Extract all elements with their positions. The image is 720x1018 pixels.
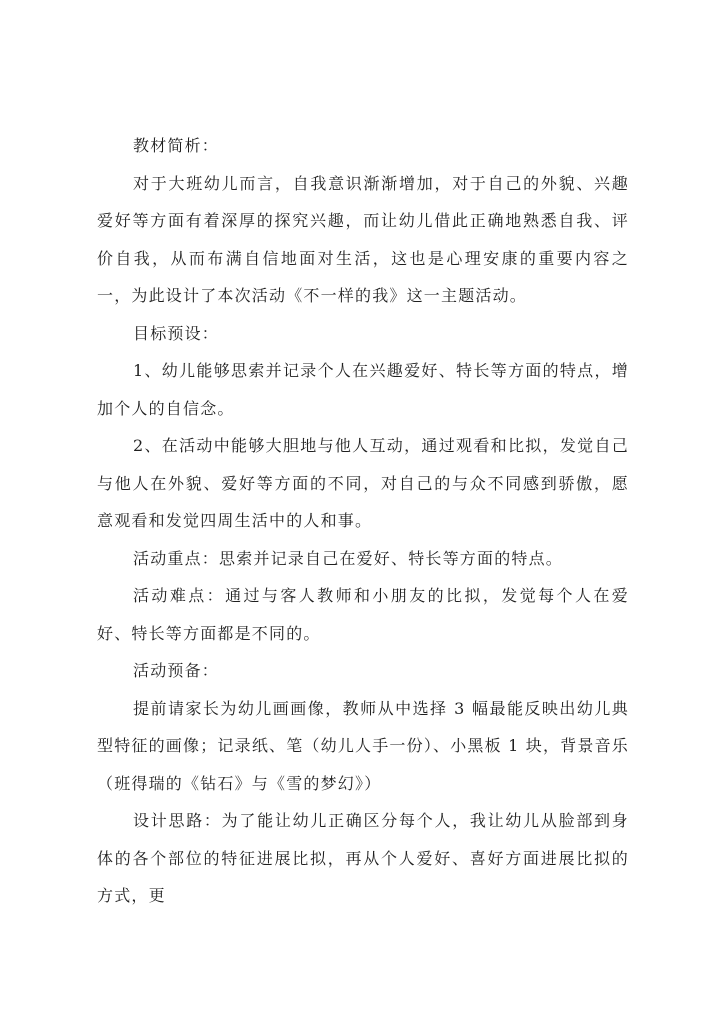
paragraph-preparation: 提前请家长为幼儿画画像，教师从中选择 3 幅最能反映出幼儿典型特征的画像；记录纸、笔（幼儿人手一份）、小黑板 1 块，背景音乐（班得瑞的《钻石》与《雪的梦幻》）	[97, 698, 629, 793]
paragraph-difficulty: 活动难点：通过与客人教师和小朋友的比拟，发觉每个人在爱好、特长等方面都是不同的。	[97, 586, 629, 643]
heading-preparation: 活动预备：	[133, 661, 220, 680]
paragraph-design-thinking: 设计思路：为了能让幼儿正确区分每个人，我让幼儿从脸部到身体的各个部位的特征进展比拟，再从个人爱好、喜好方面进展比拟的方式，更	[97, 811, 629, 905]
heading-material-analysis: 教材简析：	[133, 136, 220, 155]
heading-goals: 目标预设：	[133, 323, 220, 343]
paragraph-key-point: 活动重点：思索并记录自己在爱好、特长等方面的特点。	[133, 548, 564, 568]
paragraph-goal-2: 2、在活动中能够大胆地与他人互动，通过观看和比拟，发觉自己与他人在外貌、爱好等方面的不同，对自己的与众不同感到骄傲，愿意观看和发觉四周生活中的人和事。	[97, 436, 629, 530]
paragraph-material-analysis: 对于大班幼儿而言，自我意识渐渐增加，对于自己的外貌、兴趣爱好等方面有着深厚的探究兴趣，而让幼儿借此正确地熟悉自我、评价自我，从而布满自信地面对生活，这也是心理安康的重要内容之一，为此设计了本次活动《不一样的我》这一主题活动。	[97, 173, 629, 305]
document-body	[97, 127, 629, 915]
paragraph-goal-1: 1、幼儿能够思索并记录个人在兴趣爱好、特长等方面的特点，增加个人的自信念。	[97, 361, 629, 418]
